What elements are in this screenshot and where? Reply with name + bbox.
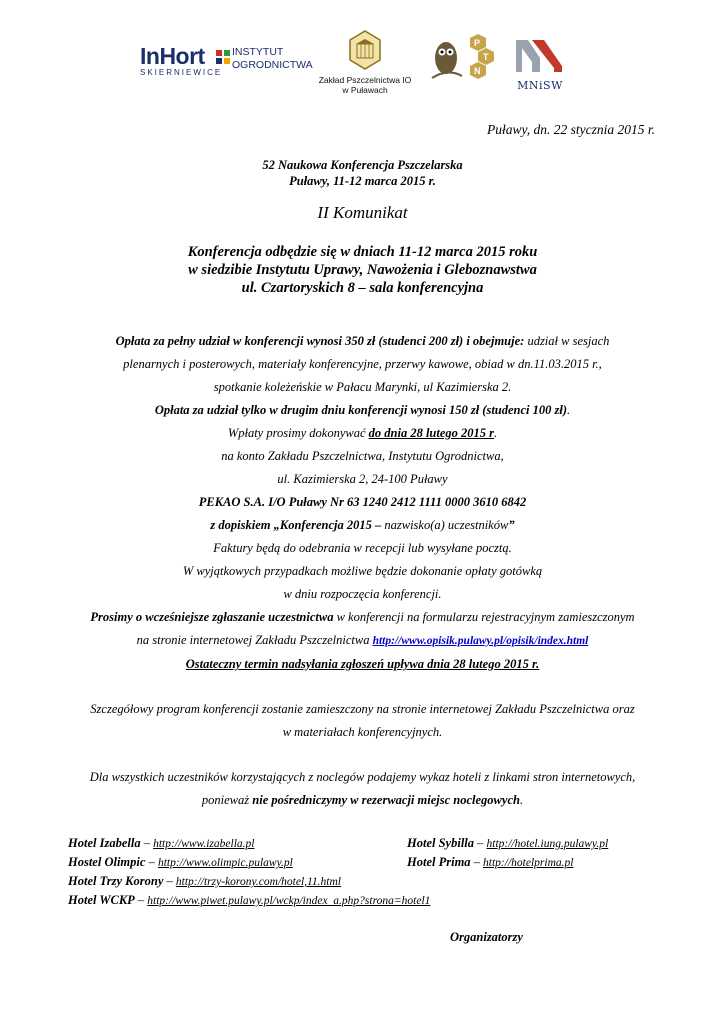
hotel-link[interactable]: http://trzy-korony.com/hotel,11.html — [175, 876, 342, 888]
owl-letter-n: N — [474, 66, 481, 76]
transfer-note-close: ” — [508, 518, 515, 532]
registration-rest: w konferencji na formularzu rejestracyjnym zamieszczonym — [333, 610, 635, 624]
mnisw-label: MNiSW — [517, 79, 563, 92]
hotel-item — [68, 853, 430, 872]
inhort-institute-label — [232, 46, 313, 72]
registration-line2 — [0, 629, 725, 653]
account-line2: ul. Kazimierska 2, 24-100 Puławy — [277, 472, 448, 486]
owl-letter-t: T — [483, 52, 489, 62]
hotel-name: Hotel Trzy Korony — [68, 874, 164, 888]
hotel-sep: – — [163, 874, 176, 888]
program-line1: Szczegółowy program konferencji zostanie zamieszczony na stronie internetowej Zakładu Pszczelnictwa oraz — [90, 702, 635, 716]
hotel-list-left — [68, 834, 430, 910]
venue-line2: w siedzibie Instytutu Uprawy, Nawożenia i Gleboznawstwa — [188, 262, 537, 278]
registration-link[interactable]: http://www.opisik.pulawy.pl/opisik/index.html — [372, 635, 589, 647]
venue-line3: ul. Czartoryskich 8 – sala konferencyjna — [241, 280, 484, 296]
inhort-subtitle: SKIERNIEWICE — [140, 68, 223, 77]
hotel-link[interactable]: http://www.olimpic.pulawy.pl — [157, 857, 293, 869]
venue-line1: Konferencja odbędzie się w dniach 11-12 marca 2015 roku — [187, 244, 538, 260]
conference-title — [0, 157, 725, 189]
mnisw-logo — [510, 36, 570, 92]
fee-second-day-end: . — [567, 403, 571, 417]
conference-title-line2: Puławy, 11-12 marca 2015 r. — [289, 174, 436, 188]
hotels-intro-line2 — [0, 789, 725, 812]
hotel-link[interactable]: http://www.piwet.pulawy.pl/wckp/index_a.php?strona=hotel1 — [147, 895, 431, 907]
hotel-sep: – — [140, 836, 154, 850]
fee-full-line2: plenarnych i posterowych, materiały konferencyjne, przerwy kawowe, obiad w dn.11.03.2015 r., — [123, 357, 602, 371]
beehive-building-icon — [348, 30, 382, 70]
payment-deadline: do dnia 28 lutego 2015 r — [368, 426, 495, 440]
transfer-note — [0, 514, 725, 537]
hotel-name: Hotel Izabella — [68, 836, 141, 850]
registration-line2-pre: na stronie internetowej Zakładu Pszczelnictwa — [136, 633, 373, 647]
hotel-link[interactable]: http://hotelprima.pl — [483, 857, 574, 869]
hotel-sep: – — [474, 836, 487, 850]
fee-full-bold: Opłata za pełny udział w konferencji wynosi 350 zł (studenci 200 zł) i obejmuje: — [115, 334, 525, 348]
signature: Organizatorzy — [450, 930, 523, 944]
transfer-note-bold: z dopiskiem „Konferencja 2015 – — [210, 518, 385, 532]
cash-line2: w dniu rozpoczęcia konferencji. — [283, 587, 442, 601]
inhort-grid-icon — [216, 50, 230, 64]
hotel-item — [407, 834, 608, 853]
fees-block — [0, 330, 725, 606]
hotel-list-right — [407, 834, 608, 872]
venue-block — [0, 243, 725, 297]
fee-second-day — [0, 399, 725, 422]
hotel-item — [68, 872, 430, 891]
registration-block — [0, 606, 725, 676]
program-line2: w materiałach konferencyjnych. — [282, 725, 443, 739]
hotel-link[interactable]: http://hotel.iung.pulawy.pl — [486, 838, 609, 850]
payment-line — [0, 422, 725, 445]
hotel-name: Hostel Olimpic — [68, 855, 146, 869]
fee-full-rest: udział w sesjach — [524, 334, 610, 348]
registration-line1 — [0, 606, 725, 629]
transfer-note-normal: nazwisko(a) uczestników — [384, 518, 509, 532]
hotels-intro-bold: nie pośredniczymy w rezerwacji miejsc noclegowych — [252, 793, 520, 807]
hotels-intro-line1: Dla wszystkich uczestników korzystających z noclegów podajemy wykaz hoteli z linkami stron internetowych, — [89, 770, 636, 784]
hotel-link[interactable]: http://www.izabella.pl — [153, 838, 255, 850]
hotels-intro-end: . — [519, 793, 524, 807]
conference-title-line1: 52 Naukowa Konferencja Pszczelarska — [262, 158, 463, 172]
inhort-inst-line1: INSTYTUT — [232, 46, 284, 58]
zaklad-pszczelnictwa-logo — [310, 30, 420, 95]
fee-second-day-text: Opłata za udział tylko w drugim dniu konferencji wynosi 150 zł (studenci 100 zł) — [154, 403, 568, 417]
hotel-sep: – — [145, 855, 158, 869]
hotel-sep: – — [134, 893, 148, 907]
hotel-name: Hotel Sybilla — [407, 836, 475, 850]
inhort-inst-line2: OGRODNICTWA — [232, 59, 313, 71]
zp-caption-line2: w Puławach — [342, 85, 388, 95]
hotel-item — [68, 891, 430, 910]
inhort-logo — [140, 44, 320, 80]
hotel-item — [68, 834, 430, 853]
hotels-intro-pre: ponieważ — [201, 793, 253, 807]
hotels-intro — [0, 766, 725, 812]
owl-letter-p: P — [474, 38, 481, 48]
payment-pre: Wpłaty prosimy dokonywać — [227, 426, 369, 440]
payment-end: . — [494, 426, 498, 440]
program-block — [0, 698, 725, 744]
page-title: II Komunikat — [317, 203, 408, 222]
inhort-wordmark: InHort — [140, 43, 205, 69]
registration-deadline: Ostateczny termin nadsyłania zgłoszeń upływa dnia 28 lutego 2015 r. — [185, 657, 540, 671]
fee-full-line3: spotkanie koleżeńskie w Pałacu Marynki, ul Kazimierska 2. — [213, 380, 512, 394]
hotel-item — [407, 853, 608, 872]
ptn-owl-logo — [428, 32, 496, 84]
fee-full-line1 — [0, 330, 725, 353]
registration-bold: Prosimy o wcześniejsze zgłaszanie uczestnictwa — [90, 610, 334, 624]
bank-account: PEKAO S.A. I/O Puławy Nr 63 1240 2412 1111 0000 3610 6842 — [198, 495, 527, 509]
hotel-sep: – — [470, 855, 484, 869]
mnisw-emblem-icon — [510, 36, 570, 74]
zp-caption-line1: Zakład Pszczelnictwa IO — [318, 75, 412, 85]
hotel-name: Hotel WCKP — [68, 893, 135, 907]
date-line: Puławy, dn. 22 stycznia 2015 r. — [487, 122, 655, 137]
invoices-line: Faktury będą do odebrania w recepcji lub wysyłane pocztą. — [213, 541, 512, 555]
hotel-name: Hotel Prima — [407, 855, 471, 869]
cash-line1: W wyjątkowych przypadkach możliwe będzie dokonanie opłaty gotówką — [182, 564, 543, 578]
account-line1: na konto Zakładu Pszczelnictwa, Instytutu Ogrodnictwa, — [221, 449, 504, 463]
